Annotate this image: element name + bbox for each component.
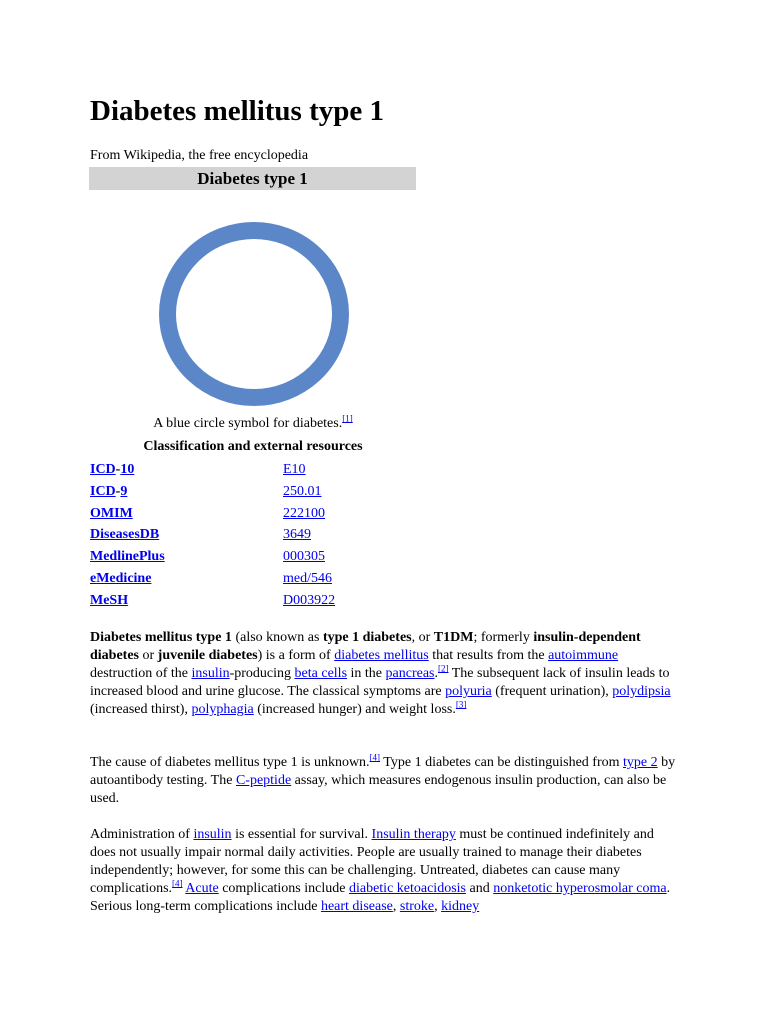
paragraph-text: Administration of (90, 827, 194, 842)
paragraph-text: (also known as (231, 630, 323, 645)
resource-value-link[interactable]: E10 (283, 462, 306, 477)
paragraph-text: Type 1 diabetes can be distinguished from (380, 755, 623, 770)
resource-label (90, 546, 283, 568)
article-link[interactable]: polyuria (445, 684, 492, 699)
resource-label-link[interactable]: OMIM (90, 505, 133, 521)
paragraph-text: , (392, 899, 400, 914)
resource-value (283, 503, 325, 525)
resource-row (90, 481, 410, 503)
resource-label-link[interactable]: MedlinePlus (90, 549, 165, 565)
paragraph-text: assay, which measures endogenous insulin production, can also be used. (90, 773, 667, 806)
infobox-caption (90, 414, 416, 434)
resource-label-link[interactable]: ICD (90, 483, 116, 499)
external-resources-table (90, 459, 410, 612)
article-link[interactable]: nonketotic hyperosmolar coma (493, 881, 667, 896)
reference-superscript (456, 699, 467, 709)
resource-value-link[interactable]: 250.01 (283, 483, 322, 499)
article-link[interactable]: stroke (399, 899, 435, 914)
caption-text: A blue circle symbol for diabetes. (153, 416, 343, 431)
resource-value-link[interactable]: med/546 (283, 570, 332, 586)
resource-row (90, 546, 410, 568)
resource-label-link[interactable]: eMedicine (90, 570, 152, 586)
resource-label-link[interactable]: MeSH (90, 592, 129, 608)
article-link[interactable]: diabetic ketoacidosis (348, 881, 466, 896)
paragraph-text: must be continued indefinitely and does not usually impair normal daily activities. People are usually trained to manage their diabetes independently; however, for some this can be challenging. Untreated, diabetes can cause many complications. (90, 827, 654, 896)
resource-row (90, 524, 410, 546)
article-link[interactable]: C-peptide (235, 773, 292, 788)
resource-label-version-link[interactable]: 9 (120, 483, 128, 499)
paragraph-text: (increased thirst), (90, 702, 192, 717)
bold-term: T1DM (433, 630, 474, 645)
resource-label (90, 459, 283, 481)
resource-value-link[interactable]: 3649 (283, 527, 311, 543)
paragraph-text: or (139, 648, 158, 663)
paragraph-text: The subsequent lack of insulin leads to increased blood and urine glucose. The classical symptoms are (90, 666, 670, 699)
resource-value (283, 481, 322, 503)
classification-header: Classification and external resources (143, 439, 363, 454)
bold-term: juvenile diabetes (157, 648, 258, 663)
resource-row (90, 590, 410, 612)
resource-label (90, 503, 283, 525)
reference-superscript (370, 752, 381, 762)
article-link[interactable]: heart disease (320, 899, 393, 914)
paragraph-text: , (434, 899, 442, 914)
resource-value (283, 524, 311, 546)
blue-circle-icon (159, 222, 349, 406)
resource-label-link[interactable]: ICD (90, 462, 116, 477)
infobox-header: Diabetes type 1 (89, 167, 416, 190)
resource-row (90, 568, 410, 590)
resource-value (283, 459, 306, 481)
cause-paragraph (90, 754, 680, 808)
paragraph-text: complications include (218, 881, 349, 896)
resource-label (90, 481, 283, 503)
reference-superscript (438, 663, 449, 673)
paragraph-text: (frequent urination), (491, 684, 613, 699)
resource-label-version-link[interactable]: 10 (120, 462, 135, 477)
article-link[interactable]: Acute (185, 881, 219, 896)
article-link[interactable]: polydipsia (612, 684, 671, 699)
paragraph-text: The cause of diabetes mellitus type 1 is unknown. (90, 755, 370, 770)
resource-label (90, 568, 283, 590)
paragraph-text: ) is a form of (257, 648, 335, 663)
reference-link[interactable]: [4] (172, 878, 183, 889)
caption-reference-link[interactable]: [1] (342, 413, 353, 424)
resource-label-separator: - (115, 483, 121, 499)
paragraph-text: ; formerly (473, 630, 534, 645)
resource-row (90, 459, 410, 481)
treatment-paragraph (90, 826, 680, 916)
resource-label (90, 524, 283, 546)
page-title: Diabetes mellitus type 1 (90, 95, 384, 127)
article-link[interactable]: beta cells (294, 666, 348, 681)
intro-paragraph (90, 629, 680, 719)
article-link[interactable]: insulin (191, 666, 230, 681)
paragraph-text: is essential for survival. (231, 827, 372, 842)
bold-term: Diabetes mellitus type 1 (90, 630, 232, 645)
article-link[interactable]: kidney (441, 899, 480, 914)
paragraph-text: . Serious long-term complications include (90, 881, 671, 914)
bold-term: insulin-dependent diabetes (90, 630, 641, 663)
resource-label-link[interactable]: DiseasesDB (90, 527, 160, 543)
resource-value-link[interactable]: 000305 (283, 549, 325, 565)
resource-value-link[interactable]: D003922 (283, 592, 336, 608)
paragraph-text: (increased hunger) and weight loss. (253, 702, 456, 717)
paragraph-text: destruction of the (90, 666, 192, 681)
reference-superscript (172, 878, 183, 888)
paragraph-text: and (466, 881, 494, 896)
resource-row (90, 503, 410, 525)
reference-link[interactable]: [3] (455, 699, 467, 710)
paragraph-text: by autoantibody testing. The (90, 755, 676, 788)
page-subtitle: From Wikipedia, the free encyclopedia (90, 148, 309, 163)
article-link[interactable]: pancreas (385, 666, 435, 681)
resource-value (283, 568, 332, 590)
reference-link[interactable]: [2] (438, 663, 449, 674)
paragraph-text: , or (411, 630, 434, 645)
resource-label-separator: - (115, 462, 121, 477)
article-link[interactable]: polyphagia (191, 702, 254, 717)
resource-value-link[interactable]: 222100 (283, 505, 325, 521)
paragraph-text: . (434, 666, 438, 681)
paragraph-text: that results from the (428, 648, 549, 663)
resource-value (283, 546, 325, 568)
resource-value (283, 590, 335, 612)
article-link[interactable]: type 2 (623, 755, 658, 770)
bold-term: type 1 diabetes (322, 630, 412, 645)
article-link[interactable]: Insulin therapy (371, 827, 456, 842)
article-link[interactable]: insulin (193, 827, 232, 842)
article-link[interactable]: autoimmune (548, 648, 619, 663)
paragraph-text: -producing (229, 666, 295, 681)
reference-link[interactable]: [4] (369, 752, 381, 763)
article-link[interactable]: diabetes mellitus (334, 648, 429, 663)
paragraph-text: in the (347, 666, 386, 681)
resource-label (90, 590, 283, 612)
